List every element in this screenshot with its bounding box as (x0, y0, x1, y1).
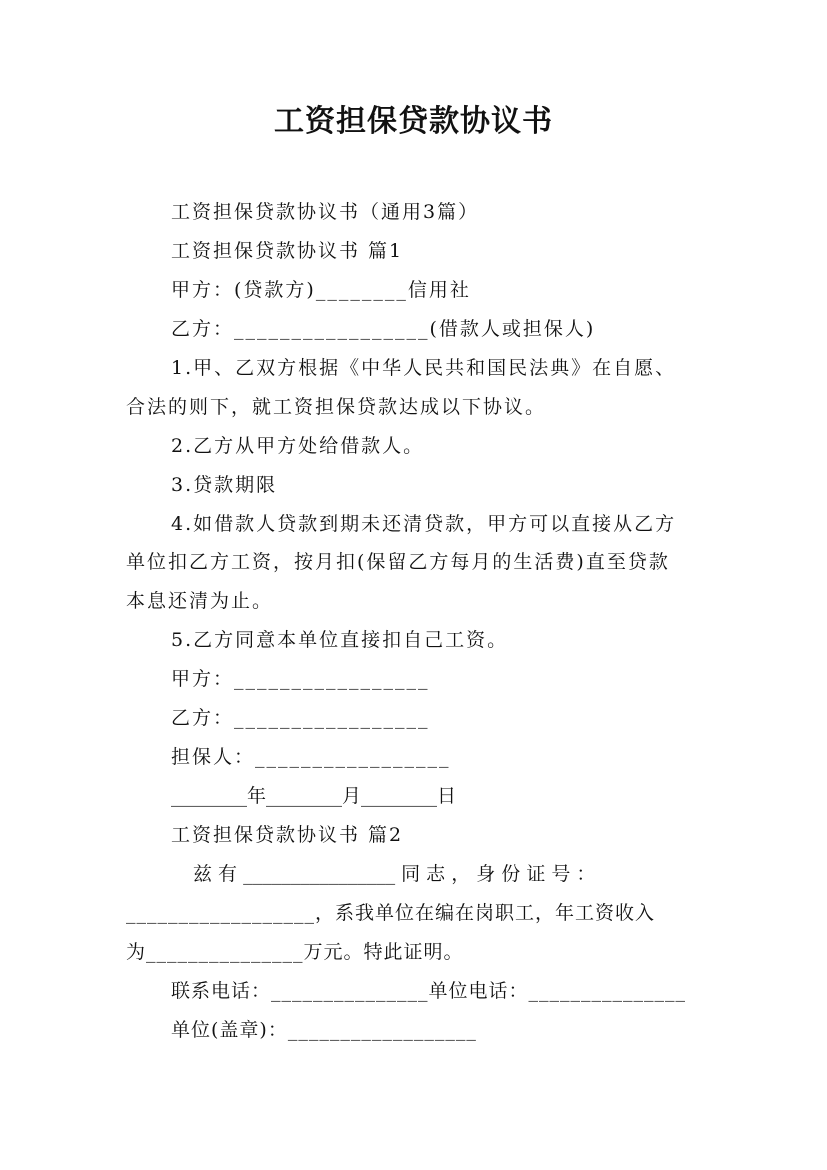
doc-line-certify: 兹 有 ________________ 同 志 ， 身 份 证 号 ： (193, 863, 596, 885)
doc-line-sign-party-a: 甲方：_________________ (171, 668, 430, 690)
doc-line-clause1: 1.甲、乙双方根据《中华人民共和国民法典》在自愿、 (171, 357, 677, 379)
doc-line-certify-cont1: __________________，系我单位在编在岗职工，年工资收入 (126, 902, 656, 924)
document-title: 工资担保贷款协议书 (274, 104, 553, 139)
doc-line-clause4-cont2: 本息还清为止。 (126, 590, 274, 612)
doc-line-clause4-cont1: 单位扣乙方工资，按月扣(保留乙方每月的生活费)直至贷款 (126, 551, 670, 573)
doc-line-clause3: 3.贷款期限 (171, 474, 278, 496)
doc-line-party-a: 甲方：(贷款方)________信用社 (171, 279, 471, 301)
doc-line-clause4: 4.如借款人贷款到期未还清贷款，甲方可以直接从乙方 (171, 513, 677, 535)
doc-line-clause2: 2.乙方从甲方处给借款人。 (171, 435, 425, 457)
doc-line-party-b: 乙方：_________________(借款人或担保人) (171, 318, 596, 340)
doc-line-phones: 联系电话：_______________单位电话：_______________ (171, 980, 687, 1002)
doc-line-part2-heading: 工资担保贷款协议书 篇2 (171, 824, 404, 846)
doc-line-sign-party-b: 乙方：_________________ (171, 707, 430, 729)
doc-line-date: ________年________月________日 (171, 785, 457, 807)
doc-line-certify-cont2: 为_______________万元。特此证明。 (126, 941, 464, 963)
doc-line-sign-guarantor: 担保人：_________________ (171, 746, 451, 768)
doc-line-unit-seal: 单位(盖章)：__________________ (171, 1019, 477, 1041)
doc-line-clause5: 5.乙方同意本单位直接扣自己工资。 (171, 629, 509, 651)
doc-line-clause1-cont: 合法的则下，就工资担保贷款达成以下协议。 (126, 396, 547, 418)
doc-line-collection-title: 工资担保贷款协议书（通用3篇） (171, 201, 480, 223)
doc-line-part1-heading: 工资担保贷款协议书 篇1 (171, 240, 404, 262)
